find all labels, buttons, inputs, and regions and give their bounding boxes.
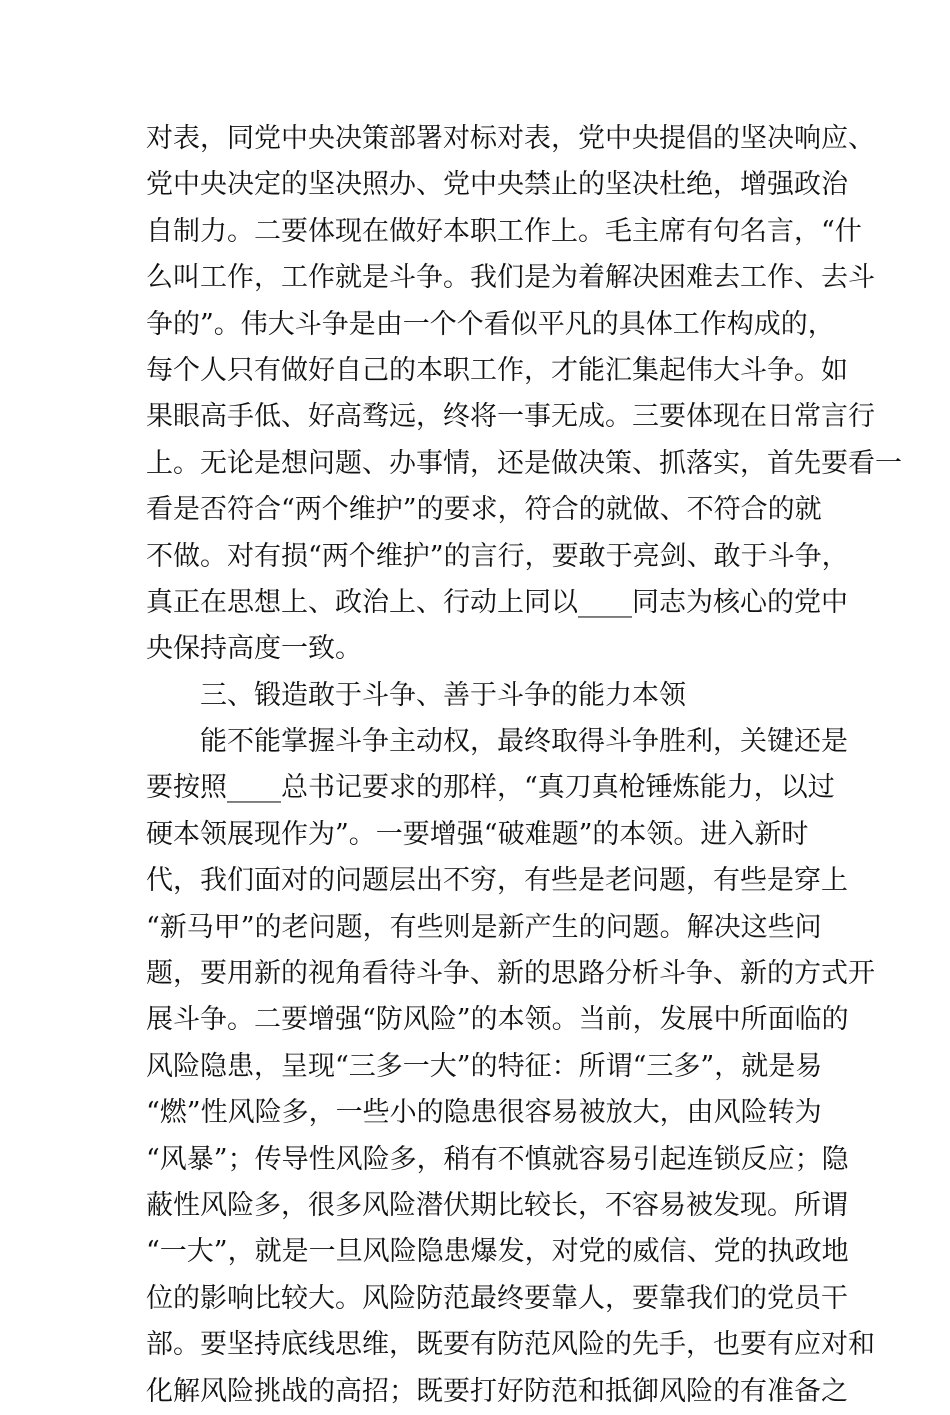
paragraph-line: 要按照____总书记要求的那样，“真刀真枪锤炼能力，以过 (146, 772, 835, 804)
paragraph-line: 不做。对有损“两个维护”的言行，要敢于亮剑、敢于斗争， (146, 540, 849, 572)
paragraph-line: 展斗争。二要增强“防风险”的本领。当前，发展中所面临的 (146, 1004, 849, 1036)
paragraph-2 (146, 719, 875, 1415)
section-heading: 三、锻造敢于斗争、善于斗争的能力本领 (200, 679, 686, 711)
paragraph-line: 代，我们面对的问题层出不穷，有些是老问题，有些是穿上 (146, 865, 848, 897)
paragraph-line: 蔽性风险多，很多风险潜伏期比较长，不容易被发现。所谓 (146, 1189, 848, 1221)
paragraph-line: “新马甲”的老问题，有些则是新产生的问题。解决这些问 (146, 911, 822, 943)
paragraph-line: 党中央决定的坚决照办、党中央禁止的坚决杜绝，增强政治 (146, 169, 848, 201)
paragraph-line: 果眼高手低、好高骛远，终将一事无成。三要体现在日常言行 (146, 401, 875, 433)
paragraph-line: 争的”。伟大斗争是由一个个看似平凡的具体工作构成的， (146, 308, 835, 340)
paragraph-line: 真正在思想上、政治上、行动上同以____同志为核心的党中 (146, 586, 848, 618)
paragraph-line: 部。要坚持底线思维，既要有防范风险的先手，也要有应对和 (146, 1329, 875, 1361)
paragraph-line: 能不能掌握斗争主动权，最终取得斗争胜利，关键还是 (200, 726, 848, 758)
paragraph-line: 看是否符合“两个维护”的要求，符合的就做、不符合的就 (146, 494, 822, 526)
paragraph-line: 题，要用新的视角看待斗争、新的思路分析斗争、新的方式开 (146, 958, 875, 990)
paragraph-line: 硬本领展现作为”。一要增强“破难题”的本领。进入新时 (146, 818, 809, 850)
document-body (146, 116, 902, 1415)
paragraph-line: 央保持高度一致。 (146, 633, 362, 665)
paragraph-1 (146, 116, 902, 673)
paragraph-line: 对表，同党中央决策部署对标对表，党中央提倡的坚决响应、 (146, 123, 875, 154)
paragraph-line: 每个人只有做好自己的本职工作，才能汇集起伟大斗争。如 (146, 354, 848, 386)
paragraph-line: 自制力。二要体现在做好本职工作上。毛主席有句名言，“什 (146, 215, 862, 247)
paragraph-line: 位的影响比较大。风险防范最终要靠人，要靠我们的党员干 (146, 1282, 848, 1314)
paragraph-line: “一大”，就是一旦风险隐患爆发，对党的威信、党的执政地 (146, 1236, 849, 1268)
paragraph-line: 化解风险挑战的高招；既要打好防范和抵御风险的有准备之 (146, 1375, 848, 1407)
paragraph-line: 上。无论是想问题、办事情，还是做决策、抓落实，首先要看一 (146, 447, 902, 479)
paragraph-line: “燃”性风险多，一些小的隐患很容易被放大，由风险转为 (146, 1097, 822, 1129)
paragraph-line: “风暴”；传导性风险多，稍有不慎就容易引起连锁反应；隐 (146, 1143, 849, 1175)
paragraph-line: 风险隐患，呈现“三多一大”的特征：所谓“三多”，就是易 (146, 1050, 823, 1082)
paragraph-line: 么叫工作，工作就是斗争。我们是为着解决困难去工作、去斗 (146, 262, 875, 294)
